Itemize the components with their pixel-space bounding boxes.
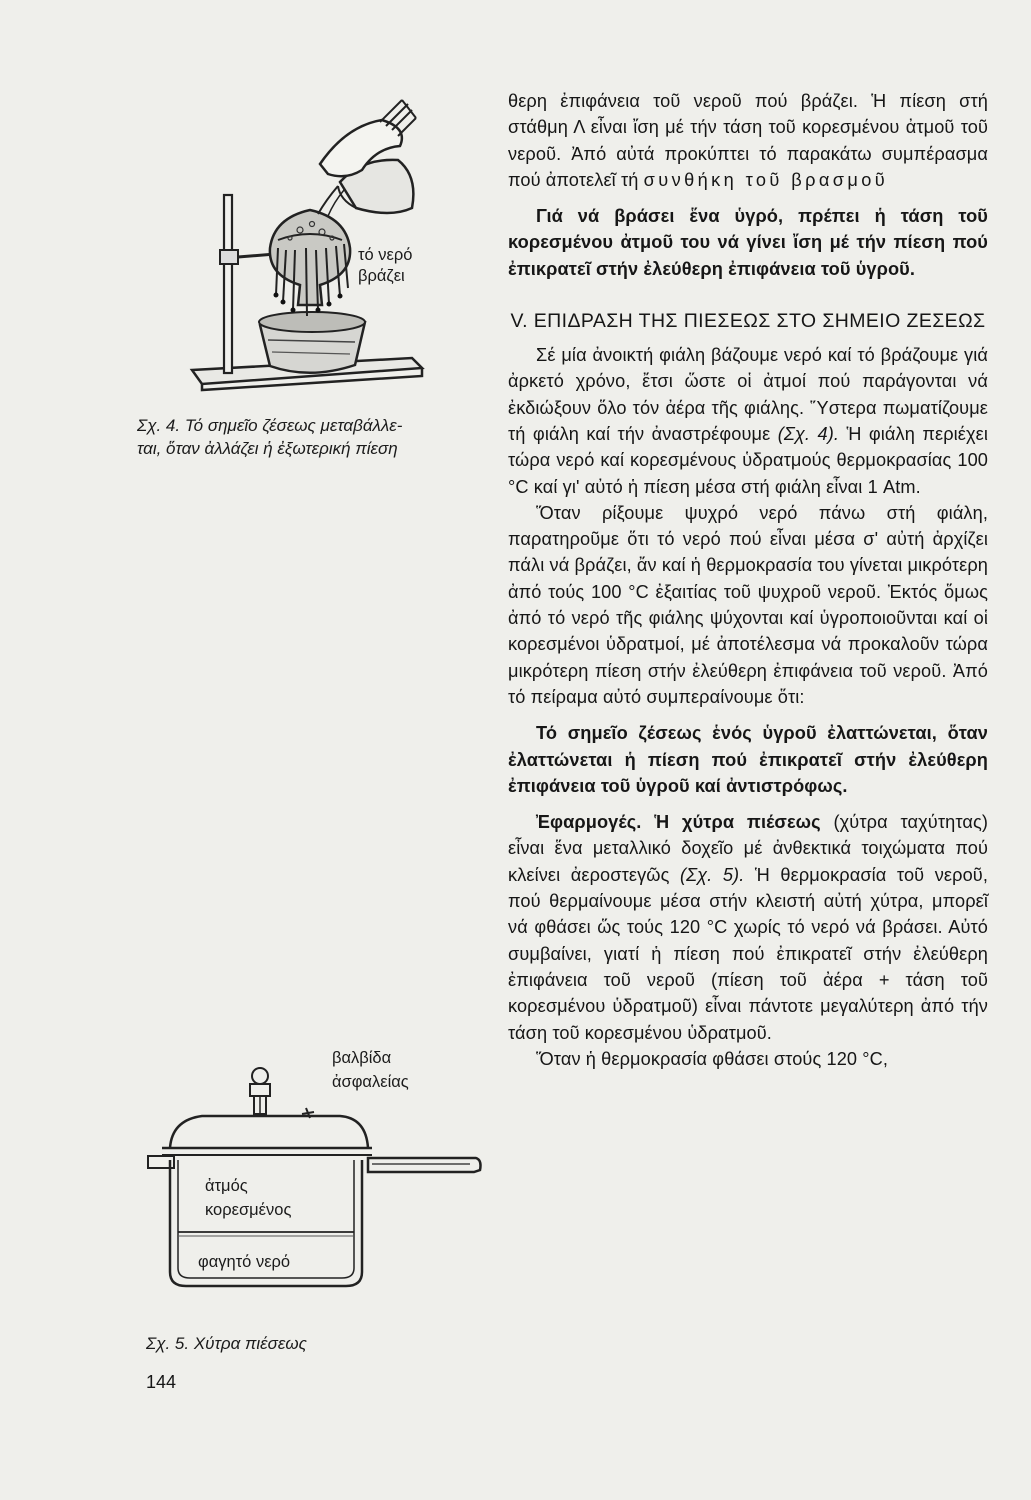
paragraph-boiling-condition: [508, 88, 988, 193]
boiling-condition-statement: Γιά νά βράσει ἕνα ὑγρό, πρέπει ἡ τάση τοῦ κορεσμένου ἀτμοῦ του νά γίνει ἴση μέ τήν πίεση πού ἐπικρατεῖ στήν ἐλεύθερη ἐπιφάνεια τοῦ ὑγροῦ.: [508, 206, 988, 279]
figure-4-flask-illustration: [150, 90, 470, 410]
paragraph-cold-water: Ὅταν ρίξουμε ψυχρό νερό πάνω στή φιάλη, παρατηροῦμε ὅτι τό νερό πού εἶναι μέσα σ' αὐτή ἀρχίζει πάλι νά βράζει, ἄν καί ἡ θερμοκρασία του γίνεται μικρότερη ἀπό τούς 100 °C ἐξαιτίας τοῦ ψυχροῦ νεροῦ. Ἐκτός ὅμως ἀπό τό νερό τῆς φιάλης ψύχονται καί ὑγροποιοῦνται καί οἱ κορεσμένοι ὑδρατμοί, μέ ἀποτέλεσμα νά προκαλοῦν τώρα μικρότερη πίεση στήν ἐλεύθερη ἐπιφάνεια τοῦ νεροῦ. Ἀπό τό πείραμα αὐτό συμπεραίνουμε ὅτι:: [508, 502, 988, 707]
boiling-point-conclusion: Τό σημεῖο ζέσεως ἑνός ὑγροῦ ἐλαττώνεται, ὅταν ἐλαττώνεται ἡ πίεση πού ἐπικρατεῖ στήν ἐλεύθερη ἐπιφάνεια τοῦ ὑγροῦ καί ἀντιστρόφως.: [508, 723, 988, 796]
figure-4-caption-line2: ται, ὅταν ἀλλάζει ἡ ἐξωτερική πίεση: [137, 439, 398, 458]
paragraph-6-text-b: Ἡ θερμοκρασία τοῦ νεροῦ, πού θερμαίνουμε μέσα στήν κλειστή αὐτή χύτρα, μπορεῖ νά φθάσει ὥς τούς 120 °C χωρίς τό νερό νά βράσει. Αὐτό συμβαίνει, γιατί ἡ πίεση πού ἐπικρατεῖ στήν ἐλεύθερη ἐπιφάνεια τοῦ νεροῦ (πίεση τοῦ ἀέρα + τάση τοῦ κορεσμένου ὑδρατμοῦ) εἶναι πάντοτε μεγαλύτερη ἀπό τήν τάση τοῦ κορεσμένου ὑδρατμοῦ.: [508, 864, 988, 1043]
boiling-condition-term: συνθήκη τοῦ βρασμοῦ: [643, 169, 889, 190]
paragraph-flask-experiment: [508, 342, 988, 500]
paragraph-3-text-a: Σέ μία ἀνοικτή φιάλη βάζουμε νερό καί τό βράζουμε γιά ἀρκετό χρόνο, ἔτσι ὥστε οἱ ἀτμοί πού παράγονται νά ἐκδιώξουν ὅλο τόν ἀέρα τῆς φιάλης. Ὕστερα πωματίζουμε τή φιάλη καί τήν ἀναστρέφουμε: [508, 345, 988, 444]
section-heading: V. ΕΠΙΔΡΑΣΗ ΤΗΣ ΠΙΕΣΕΩΣ ΣΤΟ ΣΗΜΕΙΟ ΖΕΣΕΩΣ: [510, 310, 986, 333]
page-number: 144: [146, 1372, 177, 1392]
figure-4-reference: (Σχ. 4).: [777, 423, 840, 444]
pressure-cooker-term: Ἡ χύτρα πιέσεως: [654, 812, 821, 833]
figure-4-caption: [137, 414, 402, 460]
paragraph-6-text-a: (χύτρα ταχύτητας) εἶναι ἕνα μεταλλικό δοχεῖο μέ ἀνθεκτικά τοιχώματα πού κλείνει ἀεροστεγῶς: [508, 812, 988, 885]
paragraph-applications: [508, 809, 988, 1046]
figure-4-label: [358, 245, 412, 287]
body-text-column: [508, 88, 988, 1072]
paragraph-1-text: θερη ἐπιφάνεια τοῦ νεροῦ πού βράζει. Ἡ πίεση στή στάθμη Λ εἶναι ἴση μέ τήν τάση τοῦ κορεσμένου ἀτμοῦ τοῦ νεροῦ. Ἀπό αὐτά προκύπτει τό παρακάτω συμπέρασμα πού ἀποτελεῖ τή: [508, 91, 988, 190]
paragraph-final: Ὅταν ἡ θερμοκρασία φθάσει στούς 120 °C,: [536, 1048, 889, 1069]
figure-4-caption-line1: Σχ. 4. Τό σημεῖο ζέσεως μεταβάλλε-: [137, 416, 403, 435]
saturated-steam-label-line1: ἀτμός: [205, 1177, 248, 1195]
figure-5-caption: Σχ. 5. Χύτρα πιέσεως: [146, 1334, 307, 1353]
applications-lead: Ἐφαρμογές.: [536, 812, 642, 833]
safety-valve-label-line1: βαλβίδα: [332, 1049, 392, 1067]
figure-4-label-line1: τό νερό: [358, 246, 413, 264]
safety-valve-label-line2: ἀσφαλείας: [332, 1073, 409, 1091]
safety-valve-label: [332, 1046, 409, 1094]
paragraph-3-text-b: Ἡ φιάλη περιέχει τώρα νερό καί κορεσμένους ὑδρατμούς θερμοκρασίας 100 °C καί γι' αὐτό ἡ πίεση μέσα στή φιάλη εἶναι 1 Atm.: [508, 423, 988, 497]
figure-5-pressure-cooker-diagram: [140, 1060, 490, 1300]
saturated-steam-label: [205, 1174, 291, 1222]
saturated-steam-label-line2: κορεσμένος: [205, 1201, 292, 1219]
figure-4-label-line2: βράζει: [358, 267, 405, 285]
food-water-label: φαγητό νερό: [198, 1253, 291, 1271]
figure-5-reference: (Σχ. 5).: [679, 864, 745, 885]
